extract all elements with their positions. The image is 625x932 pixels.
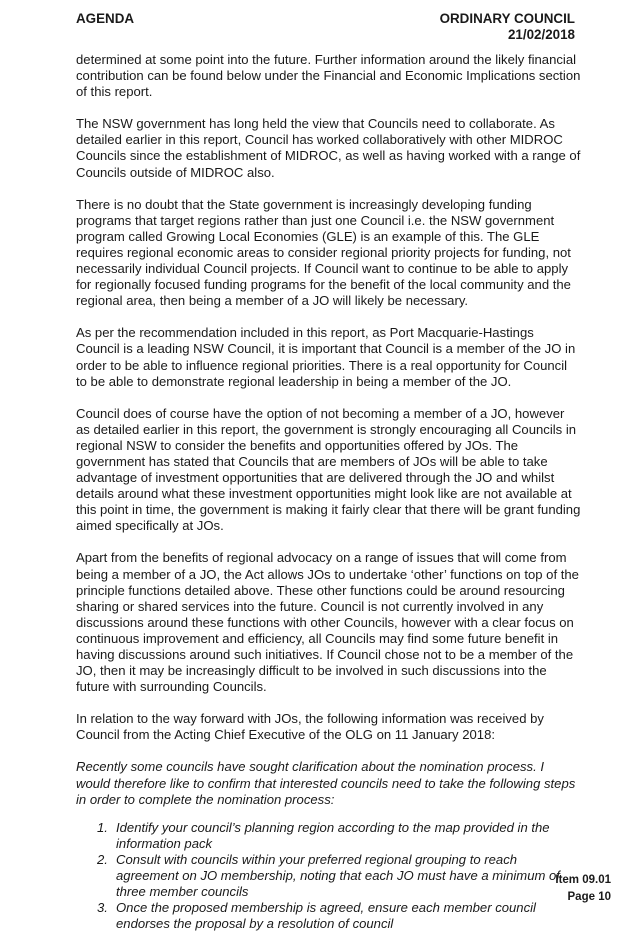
meeting-date: 21/02/2018 bbox=[507, 27, 575, 42]
item-number: Item 09.01 bbox=[555, 874, 611, 886]
nomination-steps-list bbox=[76, 820, 581, 932]
list-text: Once the proposed membership is agreed, ensure each member council endorses the proposal by a resolution of council bbox=[116, 900, 536, 932]
list-number: 3. bbox=[97, 900, 108, 916]
paragraph: The NSW government has long held the view that Councils need to collaborate. As detailed earlier in this report, Council has worked collaboratively with other MIDROC Councils since the establishment of MIDROC, as well as having worked with a range of Councils outside of MIDROC also. bbox=[76, 116, 581, 180]
list-number: 1. bbox=[97, 819, 108, 835]
paragraph: Council does of course have the option of not becoming a member of a JO, however as detailed earlier in this report, the government is strongly encouraging all Councils in regional NSW to consider the benefits and opportunities offered by JOs. The government has stated that Councils that are members of JOs will be able to take advantage of investment opportunities that are delivered through the JO and whilst details around what these investment opportunities might look like are not available at this point in time, the government is making it fairly clear that there will be grant funding aimed specifically at JOs. bbox=[76, 405, 581, 534]
meeting-title: ORDINARY COUNCIL bbox=[439, 11, 575, 26]
list-text: Identify your council’s planning region according to the map provided in the information pack bbox=[116, 819, 550, 851]
agenda-header: AGENDA bbox=[76, 11, 135, 26]
list-item bbox=[76, 820, 581, 852]
paragraph: There is no doubt that the State government is increasingly developing funding programs that target regions rather than just one Council i.e. the NSW government program called Growing Local Economies (GLE) is an example of this. The GLE requires regional economic areas to consider regional priority projects for funding, not necessarily individual Council projects. If Council want to continue to be able to apply for regionally focused funding programs for the benefit of the local community and the regional area, then being a member of a JO will likely be necessary. bbox=[76, 196, 571, 309]
paragraph: determined at some point into the future. Further information around the likely financial contribution can be found below under the Financial and Economic Implications section of this report. bbox=[76, 52, 581, 100]
quoted-letter-intro: Recently some councils have sought clarification about the nomination process. I would therefore like to confirm that interested councils need to take the following steps in order to complete the nomination process: bbox=[76, 759, 576, 807]
page-number: Page 10 bbox=[567, 891, 611, 903]
paragraph: In relation to the way forward with JOs, the following information was received by Council from the Acting Chief Executive of the OLG on 11 January 2018: bbox=[76, 711, 544, 743]
list-item bbox=[76, 852, 581, 900]
paragraph: Apart from the benefits of regional advocacy on a range of issues that will come from being a member of a JO, the Act allows JOs to undertake ‘other’ functions on top of the principle functions detailed above. These other functions could be around resourcing sharing or shared services into the future. Council is not currently involved in any discussions around these functions with other Councils, however with a clear focus on continuous improvement and efficiency, all Councils may find some future benefit in having discussions around such initiatives. If Council chose not to be a member of the JO, then it may be increasingly difficult to be involved in such discussions into the future with surrounding Councils. bbox=[76, 550, 579, 695]
report-body bbox=[76, 52, 581, 932]
list-item bbox=[76, 900, 581, 932]
paragraph: As per the recommendation included in this report, as Port Macquarie-Hastings Council is a leading NSW Council, it is important that Council is a member of the JO in order to be able to influence regional priorities. There is a real opportunity for Council to be able to demonstrate regional leadership in being a member of the JO. bbox=[76, 325, 576, 389]
list-text: Consult with councils within your preferred regional grouping to reach agreement on JO membership, noting that each JO must have a minimum of three member councils bbox=[116, 851, 560, 900]
meeting-header bbox=[440, 11, 575, 43]
list-number: 2. bbox=[97, 851, 108, 867]
